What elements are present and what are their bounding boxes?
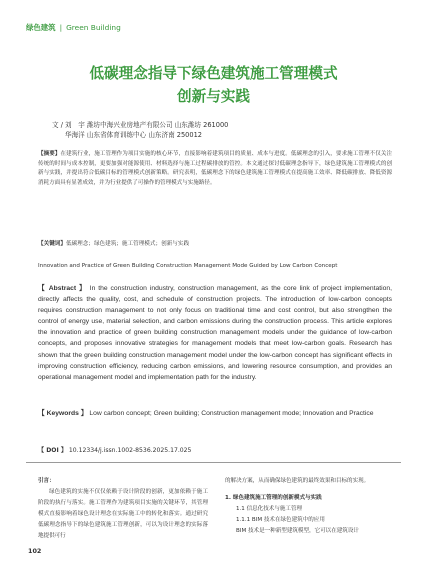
keywords-en-text: Low carbon concept; Green building; Construction management mode; Innovation and Practice bbox=[89, 410, 374, 417]
section-name-en: Green Building bbox=[66, 23, 121, 32]
heading-section-1-1: 1.1 信息化技术与施工管理 bbox=[236, 506, 303, 512]
page-number: 102 bbox=[28, 547, 42, 555]
heading-section-1: 1. 绿色建筑施工管理的创新模式与实践 bbox=[225, 495, 322, 501]
keywords-en bbox=[38, 408, 392, 419]
keywords-zh-text: 低碳理念；绿色建筑；施工管理模式；创新与实践 bbox=[65, 241, 190, 247]
section-divider bbox=[26, 462, 401, 463]
author-affiliations bbox=[52, 120, 228, 140]
abstract-zh bbox=[38, 150, 392, 188]
doi-value: 10.12334/j.issn.1002-8536.2025.17.025 bbox=[68, 447, 192, 454]
intro-paragraph: 绿色建筑的实施不仅仅依赖于设计阶段的创新，更加依赖于施工阶段的执行与落实。施工管理作为建筑项目实施的关键环节，其管理模式直接影响着绿色设计理念在实际施工中的转化和落实。通过研究低碳理念指导下的绿色建筑施工管理创新，可以为设计理念的实际落地提供可行 bbox=[38, 489, 208, 539]
abstract-en bbox=[38, 283, 392, 383]
heading-section-1-1-1: 1.1.1 BIM 技术在绿色建筑中的应用 bbox=[236, 517, 325, 523]
doi-label: 【 DOI 】 bbox=[38, 447, 67, 454]
abstract-zh-label: 【摘要】 bbox=[38, 151, 61, 157]
keywords-zh-label: 【关键词】 bbox=[38, 241, 66, 247]
intro-paragraph-continued: 的解决方案，从而确保绿色建筑的最终效果和目标的实现。 bbox=[225, 478, 370, 484]
article-title-line-2: 创新与实践 bbox=[177, 88, 250, 105]
english-title: Innovation and Practice of Green Building Construction Management Mode Guided by Low Carbon Concept bbox=[38, 263, 338, 269]
body-left-column bbox=[38, 476, 208, 542]
doi-line bbox=[38, 445, 191, 454]
intro-heading: 引言： bbox=[38, 478, 55, 484]
section-1-1-1-paragraph: BIM 技术是一种新型建筑模型，它可以在建筑设计 bbox=[236, 528, 359, 534]
article-title-line-1: 低碳理念指导下绿色建筑施工管理模式 bbox=[89, 65, 338, 82]
author-line-2: 华海洋 山东省体育训练中心 山东济南 250012 bbox=[65, 131, 202, 139]
section-name-zh: 绿色建筑 bbox=[26, 23, 56, 32]
journal-section-header bbox=[26, 22, 121, 33]
keywords-en-label: 【 Keywords 】 bbox=[38, 410, 88, 417]
abstract-en-label: 【 Abstract 】 bbox=[38, 285, 87, 292]
keywords-zh bbox=[38, 239, 189, 247]
body-right-column bbox=[225, 476, 395, 537]
author-line-1: 文 / 刘 宇 潍坊中海兴业房地产有限公司 山东潍坊 261000 bbox=[52, 121, 229, 129]
abstract-zh-text: 在建筑行业，施工管理作为项目实施的核心环节，直接影响着建筑项目的质量、成本与进度。低碳理念的引入，要求施工管理不仅关注传统的时间与成本控制，更要加强对能源使用、材料选择与施工过程碳排放的管控。本文通过探讨低碳理念指导下，绿色建筑施工管理模式的创新与实践，并提出符合低碳目标的管理模式创新策略。研究表明，低碳理念下的绿色建筑施工管理模式在提高施工效率、降低碳排放、降低资源消耗方面具有显著成效，并为行业提供了可操作的管理模式与实施路径。 bbox=[38, 151, 392, 186]
header-separator: | bbox=[59, 23, 63, 32]
abstract-en-text: In the construction industry, construction management, as the core link of project implementation, directly affects the quality, cost, and schedule of construction projects. The introduction of low-carbon concepts requires construction management to not only focus on traditional time and cost control, but also strengthen the control of energy use, material selection, and carbon emissions during the construction process. This article explores the innovation and practice of green building construction management models under the guidance of low-carbon concepts, and proposes innovative strategies for management models that meet low-carbon goals. Research has shown that the green building construction management model under the low-carbon concept has significant effects in improving construction efficiency, reducing carbon emissions, and lowering resource consumption, and provides an operational management model and implementation path for the industry. bbox=[38, 285, 392, 381]
